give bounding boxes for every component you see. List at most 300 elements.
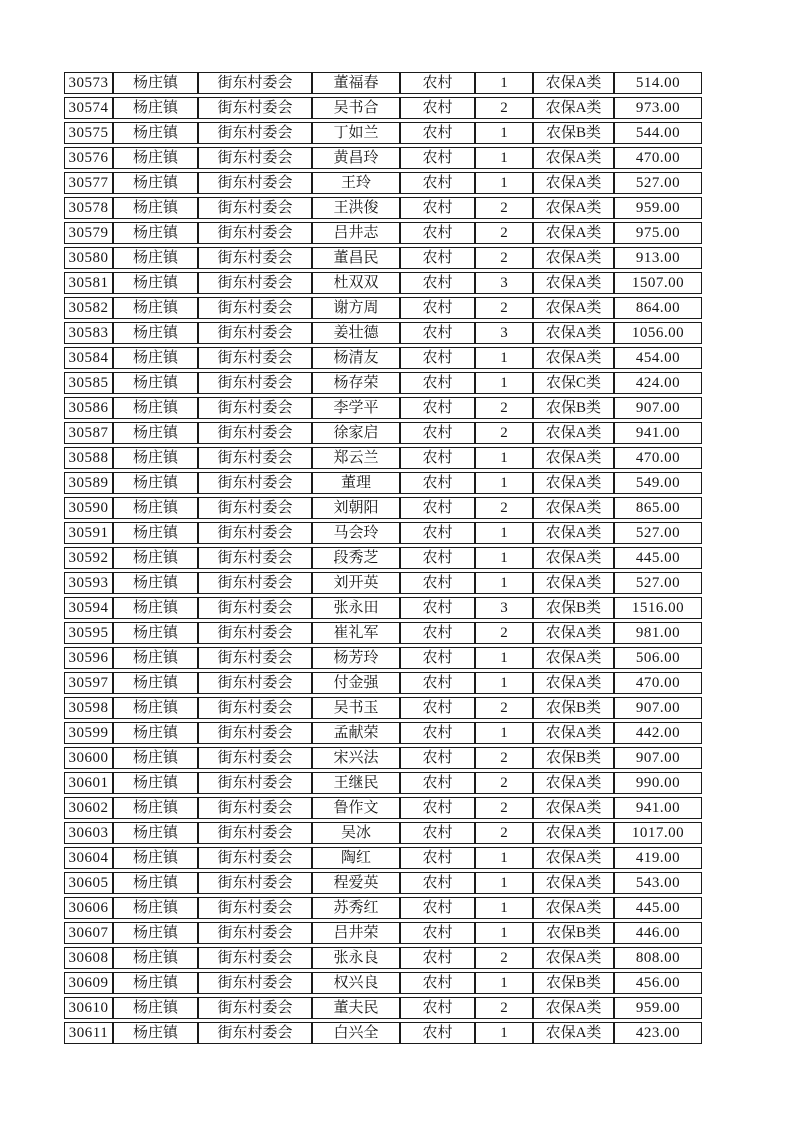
cell-serial: 30601 — [64, 772, 113, 794]
cell-amount: 549.00 — [614, 472, 702, 494]
cell-town: 杨庄镇 — [113, 897, 198, 919]
cell-person-name: 董理 — [312, 472, 400, 494]
cell-amount: 544.00 — [614, 122, 702, 144]
cell-person-count: 1 — [475, 572, 533, 594]
cell-person-name: 鲁作文 — [312, 797, 400, 819]
cell-amount: 1516.00 — [614, 597, 702, 619]
cell-insurance-category: 农保B类 — [533, 122, 614, 144]
cell-village-committee: 街东村委会 — [198, 747, 312, 769]
table-row — [64, 572, 702, 594]
table-row — [64, 922, 702, 944]
cell-person-name: 王继民 — [312, 772, 400, 794]
cell-serial: 30595 — [64, 622, 113, 644]
cell-person-count: 2 — [475, 697, 533, 719]
cell-person-name: 宋兴法 — [312, 747, 400, 769]
cell-person-count: 2 — [475, 797, 533, 819]
cell-serial: 30602 — [64, 797, 113, 819]
cell-person-count: 1 — [475, 672, 533, 694]
cell-serial: 30584 — [64, 347, 113, 369]
cell-person-name: 刘开英 — [312, 572, 400, 594]
cell-town: 杨庄镇 — [113, 872, 198, 894]
cell-village-committee: 街东村委会 — [198, 672, 312, 694]
cell-person-name: 杨芳玲 — [312, 647, 400, 669]
cell-person-count: 1 — [475, 172, 533, 194]
cell-amount: 454.00 — [614, 347, 702, 369]
table-row — [64, 447, 702, 469]
cell-village-committee: 街东村委会 — [198, 447, 312, 469]
table-row — [64, 797, 702, 819]
cell-insurance-category: 农保A类 — [533, 672, 614, 694]
cell-person-name: 董昌民 — [312, 247, 400, 269]
cell-town: 杨庄镇 — [113, 697, 198, 719]
cell-insurance-category: 农保B类 — [533, 972, 614, 994]
table-row — [64, 772, 702, 794]
table-row — [64, 672, 702, 694]
cell-village-committee: 街东村委会 — [198, 297, 312, 319]
cell-residence-type: 农村 — [400, 772, 475, 794]
cell-residence-type: 农村 — [400, 97, 475, 119]
cell-residence-type: 农村 — [400, 322, 475, 344]
cell-village-committee: 街东村委会 — [198, 822, 312, 844]
cell-person-count: 2 — [475, 772, 533, 794]
cell-amount: 990.00 — [614, 772, 702, 794]
cell-village-committee: 街东村委会 — [198, 322, 312, 344]
cell-village-committee: 街东村委会 — [198, 522, 312, 544]
cell-town: 杨庄镇 — [113, 972, 198, 994]
cell-village-committee: 街东村委会 — [198, 197, 312, 219]
table-row — [64, 397, 702, 419]
cell-town: 杨庄镇 — [113, 472, 198, 494]
table-row — [64, 247, 702, 269]
cell-insurance-category: 农保A类 — [533, 897, 614, 919]
cell-person-name: 吕井志 — [312, 222, 400, 244]
cell-residence-type: 农村 — [400, 297, 475, 319]
cell-person-name: 郑云兰 — [312, 447, 400, 469]
cell-amount: 506.00 — [614, 647, 702, 669]
table-row — [64, 847, 702, 869]
cell-serial: 30583 — [64, 322, 113, 344]
cell-amount: 446.00 — [614, 922, 702, 944]
cell-residence-type: 农村 — [400, 897, 475, 919]
cell-village-committee: 街东村委会 — [198, 572, 312, 594]
cell-insurance-category: 农保A类 — [533, 647, 614, 669]
cell-residence-type: 农村 — [400, 422, 475, 444]
table-row — [64, 522, 702, 544]
cell-amount: 527.00 — [614, 522, 702, 544]
table-row — [64, 72, 702, 94]
cell-person-count: 3 — [475, 597, 533, 619]
table-row — [64, 947, 702, 969]
cell-village-committee: 街东村委会 — [198, 922, 312, 944]
cell-insurance-category: 农保A类 — [533, 172, 614, 194]
cell-residence-type: 农村 — [400, 672, 475, 694]
table-row — [64, 122, 702, 144]
cell-amount: 1507.00 — [614, 272, 702, 294]
cell-village-committee: 街东村委会 — [198, 497, 312, 519]
cell-town: 杨庄镇 — [113, 447, 198, 469]
cell-person-name: 吴书合 — [312, 97, 400, 119]
cell-person-count: 1 — [475, 72, 533, 94]
cell-person-name: 王玲 — [312, 172, 400, 194]
cell-residence-type: 农村 — [400, 447, 475, 469]
cell-village-committee: 街东村委会 — [198, 897, 312, 919]
cell-village-committee: 街东村委会 — [198, 247, 312, 269]
cell-insurance-category: 农保A类 — [533, 247, 614, 269]
cell-village-committee: 街东村委会 — [198, 472, 312, 494]
cell-person-name: 张永良 — [312, 947, 400, 969]
cell-amount: 1017.00 — [614, 822, 702, 844]
cell-serial: 30609 — [64, 972, 113, 994]
cell-serial: 30606 — [64, 897, 113, 919]
cell-person-name: 孟献荣 — [312, 722, 400, 744]
cell-person-name: 黄昌玲 — [312, 147, 400, 169]
cell-person-count: 2 — [475, 222, 533, 244]
cell-serial: 30589 — [64, 472, 113, 494]
cell-village-committee: 街东村委会 — [198, 972, 312, 994]
cell-person-count: 2 — [475, 247, 533, 269]
table-row — [64, 472, 702, 494]
cell-person-count: 1 — [475, 547, 533, 569]
cell-village-committee: 街东村委会 — [198, 997, 312, 1019]
cell-serial: 30600 — [64, 747, 113, 769]
cell-village-committee: 街东村委会 — [198, 372, 312, 394]
cell-person-count: 1 — [475, 122, 533, 144]
cell-serial: 30596 — [64, 647, 113, 669]
cell-person-name: 张永田 — [312, 597, 400, 619]
cell-serial: 30578 — [64, 197, 113, 219]
cell-town: 杨庄镇 — [113, 72, 198, 94]
cell-residence-type: 农村 — [400, 697, 475, 719]
cell-town: 杨庄镇 — [113, 822, 198, 844]
cell-person-count: 3 — [475, 322, 533, 344]
cell-person-count: 1 — [475, 972, 533, 994]
cell-serial: 30594 — [64, 597, 113, 619]
cell-person-name: 董夫民 — [312, 997, 400, 1019]
cell-amount: 442.00 — [614, 722, 702, 744]
cell-insurance-category: 农保A类 — [533, 622, 614, 644]
table-row — [64, 222, 702, 244]
cell-insurance-category: 农保A类 — [533, 572, 614, 594]
cell-residence-type: 农村 — [400, 597, 475, 619]
table-row — [64, 372, 702, 394]
cell-residence-type: 农村 — [400, 722, 475, 744]
records-table — [64, 69, 702, 1047]
cell-village-committee: 街东村委会 — [198, 697, 312, 719]
cell-person-count: 2 — [475, 747, 533, 769]
cell-town: 杨庄镇 — [113, 772, 198, 794]
cell-insurance-category: 农保A类 — [533, 272, 614, 294]
cell-person-name: 马会玲 — [312, 522, 400, 544]
cell-insurance-category: 农保A类 — [533, 197, 614, 219]
cell-residence-type: 农村 — [400, 372, 475, 394]
cell-serial: 30581 — [64, 272, 113, 294]
table-row — [64, 422, 702, 444]
cell-village-committee: 街东村委会 — [198, 147, 312, 169]
cell-person-name: 吴书玉 — [312, 697, 400, 719]
cell-residence-type: 农村 — [400, 122, 475, 144]
cell-town: 杨庄镇 — [113, 647, 198, 669]
cell-residence-type: 农村 — [400, 922, 475, 944]
cell-town: 杨庄镇 — [113, 497, 198, 519]
cell-person-count: 1 — [475, 372, 533, 394]
cell-amount: 423.00 — [614, 1022, 702, 1044]
cell-residence-type: 农村 — [400, 247, 475, 269]
cell-residence-type: 农村 — [400, 1022, 475, 1044]
cell-person-name: 丁如兰 — [312, 122, 400, 144]
cell-village-committee: 街东村委会 — [198, 222, 312, 244]
cell-person-name: 吕井荣 — [312, 922, 400, 944]
cell-town: 杨庄镇 — [113, 922, 198, 944]
cell-town: 杨庄镇 — [113, 572, 198, 594]
cell-residence-type: 农村 — [400, 747, 475, 769]
cell-town: 杨庄镇 — [113, 322, 198, 344]
cell-amount: 959.00 — [614, 997, 702, 1019]
cell-residence-type: 农村 — [400, 997, 475, 1019]
cell-town: 杨庄镇 — [113, 422, 198, 444]
cell-person-count: 1 — [475, 472, 533, 494]
table-row — [64, 722, 702, 744]
cell-village-committee: 街东村委会 — [198, 72, 312, 94]
cell-serial: 30577 — [64, 172, 113, 194]
records-table-body — [64, 72, 702, 1044]
cell-person-count: 1 — [475, 922, 533, 944]
cell-town: 杨庄镇 — [113, 397, 198, 419]
table-row — [64, 747, 702, 769]
cell-person-name: 王洪俊 — [312, 197, 400, 219]
cell-town: 杨庄镇 — [113, 247, 198, 269]
cell-serial: 30587 — [64, 422, 113, 444]
cell-town: 杨庄镇 — [113, 222, 198, 244]
cell-person-name: 程爱英 — [312, 872, 400, 894]
cell-person-name: 苏秀红 — [312, 897, 400, 919]
cell-amount: 419.00 — [614, 847, 702, 869]
cell-amount: 973.00 — [614, 97, 702, 119]
table-row — [64, 547, 702, 569]
cell-serial: 30591 — [64, 522, 113, 544]
cell-village-committee: 街东村委会 — [198, 872, 312, 894]
cell-amount: 864.00 — [614, 297, 702, 319]
cell-serial: 30603 — [64, 822, 113, 844]
cell-insurance-category: 农保A类 — [533, 297, 614, 319]
cell-insurance-category: 农保B类 — [533, 597, 614, 619]
cell-insurance-category: 农保A类 — [533, 872, 614, 894]
cell-town: 杨庄镇 — [113, 272, 198, 294]
table-row — [64, 172, 702, 194]
cell-serial: 30597 — [64, 672, 113, 694]
cell-town: 杨庄镇 — [113, 797, 198, 819]
cell-insurance-category: 农保A类 — [533, 322, 614, 344]
cell-residence-type: 农村 — [400, 872, 475, 894]
cell-amount: 865.00 — [614, 497, 702, 519]
cell-person-name: 徐家启 — [312, 422, 400, 444]
table-row — [64, 322, 702, 344]
cell-residence-type: 农村 — [400, 147, 475, 169]
cell-amount: 913.00 — [614, 247, 702, 269]
table-row — [64, 272, 702, 294]
cell-person-count: 2 — [475, 997, 533, 1019]
cell-serial: 30604 — [64, 847, 113, 869]
cell-village-committee: 街东村委会 — [198, 397, 312, 419]
cell-residence-type: 农村 — [400, 972, 475, 994]
cell-person-name: 陶红 — [312, 847, 400, 869]
cell-insurance-category: 农保A类 — [533, 772, 614, 794]
cell-residence-type: 农村 — [400, 397, 475, 419]
cell-town: 杨庄镇 — [113, 1022, 198, 1044]
cell-village-committee: 街东村委会 — [198, 547, 312, 569]
table-row — [64, 497, 702, 519]
cell-insurance-category: 农保A类 — [533, 72, 614, 94]
cell-town: 杨庄镇 — [113, 97, 198, 119]
cell-insurance-category: 农保A类 — [533, 947, 614, 969]
cell-serial: 30585 — [64, 372, 113, 394]
cell-town: 杨庄镇 — [113, 197, 198, 219]
cell-serial: 30608 — [64, 947, 113, 969]
cell-town: 杨庄镇 — [113, 672, 198, 694]
cell-person-count: 1 — [475, 147, 533, 169]
cell-amount: 470.00 — [614, 147, 702, 169]
table-row — [64, 597, 702, 619]
cell-town: 杨庄镇 — [113, 997, 198, 1019]
cell-person-count: 1 — [475, 872, 533, 894]
cell-serial: 30586 — [64, 397, 113, 419]
cell-insurance-category: 农保B类 — [533, 922, 614, 944]
cell-amount: 424.00 — [614, 372, 702, 394]
table-row — [64, 622, 702, 644]
cell-village-committee: 街东村委会 — [198, 647, 312, 669]
cell-person-name: 李学平 — [312, 397, 400, 419]
cell-amount: 941.00 — [614, 797, 702, 819]
cell-residence-type: 农村 — [400, 172, 475, 194]
cell-village-committee: 街东村委会 — [198, 97, 312, 119]
cell-person-count: 2 — [475, 822, 533, 844]
cell-village-committee: 街东村委会 — [198, 172, 312, 194]
cell-insurance-category: 农保A类 — [533, 797, 614, 819]
table-row — [64, 822, 702, 844]
cell-serial: 30575 — [64, 122, 113, 144]
cell-serial: 30573 — [64, 72, 113, 94]
cell-person-name: 权兴良 — [312, 972, 400, 994]
cell-insurance-category: 农保C类 — [533, 372, 614, 394]
cell-amount: 445.00 — [614, 897, 702, 919]
table-row — [64, 1022, 702, 1044]
cell-serial: 30576 — [64, 147, 113, 169]
cell-serial: 30580 — [64, 247, 113, 269]
cell-amount: 907.00 — [614, 747, 702, 769]
cell-person-name: 段秀芝 — [312, 547, 400, 569]
cell-person-count: 1 — [475, 1022, 533, 1044]
cell-town: 杨庄镇 — [113, 172, 198, 194]
cell-serial: 30582 — [64, 297, 113, 319]
cell-amount: 959.00 — [614, 197, 702, 219]
cell-residence-type: 农村 — [400, 222, 475, 244]
cell-village-committee: 街东村委会 — [198, 347, 312, 369]
cell-town: 杨庄镇 — [113, 372, 198, 394]
cell-insurance-category: 农保B类 — [533, 697, 614, 719]
cell-person-name: 崔礼军 — [312, 622, 400, 644]
table-row — [64, 197, 702, 219]
cell-person-name: 杨清友 — [312, 347, 400, 369]
cell-amount: 941.00 — [614, 422, 702, 444]
cell-residence-type: 农村 — [400, 472, 475, 494]
cell-amount: 981.00 — [614, 622, 702, 644]
cell-person-name: 杨存荣 — [312, 372, 400, 394]
cell-person-name: 付金强 — [312, 672, 400, 694]
cell-town: 杨庄镇 — [113, 597, 198, 619]
cell-serial: 30590 — [64, 497, 113, 519]
cell-insurance-category: 农保A类 — [533, 522, 614, 544]
cell-residence-type: 农村 — [400, 522, 475, 544]
cell-amount: 470.00 — [614, 447, 702, 469]
cell-person-name: 杜双双 — [312, 272, 400, 294]
cell-residence-type: 农村 — [400, 822, 475, 844]
cell-residence-type: 农村 — [400, 572, 475, 594]
cell-serial: 30579 — [64, 222, 113, 244]
cell-serial: 30593 — [64, 572, 113, 594]
cell-person-name: 刘朝阳 — [312, 497, 400, 519]
table-row — [64, 897, 702, 919]
cell-town: 杨庄镇 — [113, 347, 198, 369]
cell-village-committee: 街东村委会 — [198, 722, 312, 744]
cell-person-count: 2 — [475, 297, 533, 319]
cell-town: 杨庄镇 — [113, 722, 198, 744]
cell-village-committee: 街东村委会 — [198, 597, 312, 619]
cell-town: 杨庄镇 — [113, 147, 198, 169]
cell-insurance-category: 农保A类 — [533, 97, 614, 119]
cell-insurance-category: 农保A类 — [533, 347, 614, 369]
cell-village-committee: 街东村委会 — [198, 847, 312, 869]
cell-serial: 30610 — [64, 997, 113, 1019]
cell-person-name: 谢方周 — [312, 297, 400, 319]
cell-residence-type: 农村 — [400, 272, 475, 294]
cell-amount: 808.00 — [614, 947, 702, 969]
cell-insurance-category: 农保A类 — [533, 472, 614, 494]
cell-person-count: 2 — [475, 97, 533, 119]
cell-village-committee: 街东村委会 — [198, 797, 312, 819]
table-row — [64, 647, 702, 669]
cell-town: 杨庄镇 — [113, 522, 198, 544]
cell-serial: 30607 — [64, 922, 113, 944]
cell-insurance-category: 农保A类 — [533, 547, 614, 569]
cell-insurance-category: 农保A类 — [533, 447, 614, 469]
cell-amount: 527.00 — [614, 172, 702, 194]
cell-amount: 445.00 — [614, 547, 702, 569]
cell-village-committee: 街东村委会 — [198, 122, 312, 144]
cell-serial: 30592 — [64, 547, 113, 569]
cell-person-count: 1 — [475, 847, 533, 869]
cell-town: 杨庄镇 — [113, 947, 198, 969]
cell-person-count: 2 — [475, 197, 533, 219]
cell-person-name: 白兴全 — [312, 1022, 400, 1044]
cell-amount: 470.00 — [614, 672, 702, 694]
cell-serial: 30598 — [64, 697, 113, 719]
table-row — [64, 997, 702, 1019]
cell-amount: 527.00 — [614, 572, 702, 594]
table-row — [64, 697, 702, 719]
cell-person-count: 2 — [475, 622, 533, 644]
cell-insurance-category: 农保B类 — [533, 397, 614, 419]
table-row — [64, 347, 702, 369]
cell-serial: 30599 — [64, 722, 113, 744]
cell-residence-type: 农村 — [400, 947, 475, 969]
cell-person-count: 1 — [475, 522, 533, 544]
cell-residence-type: 农村 — [400, 797, 475, 819]
cell-person-name: 董福春 — [312, 72, 400, 94]
cell-serial: 30588 — [64, 447, 113, 469]
table-row — [64, 297, 702, 319]
cell-residence-type: 农村 — [400, 497, 475, 519]
cell-village-committee: 街东村委会 — [198, 947, 312, 969]
cell-village-committee: 街东村委会 — [198, 1022, 312, 1044]
